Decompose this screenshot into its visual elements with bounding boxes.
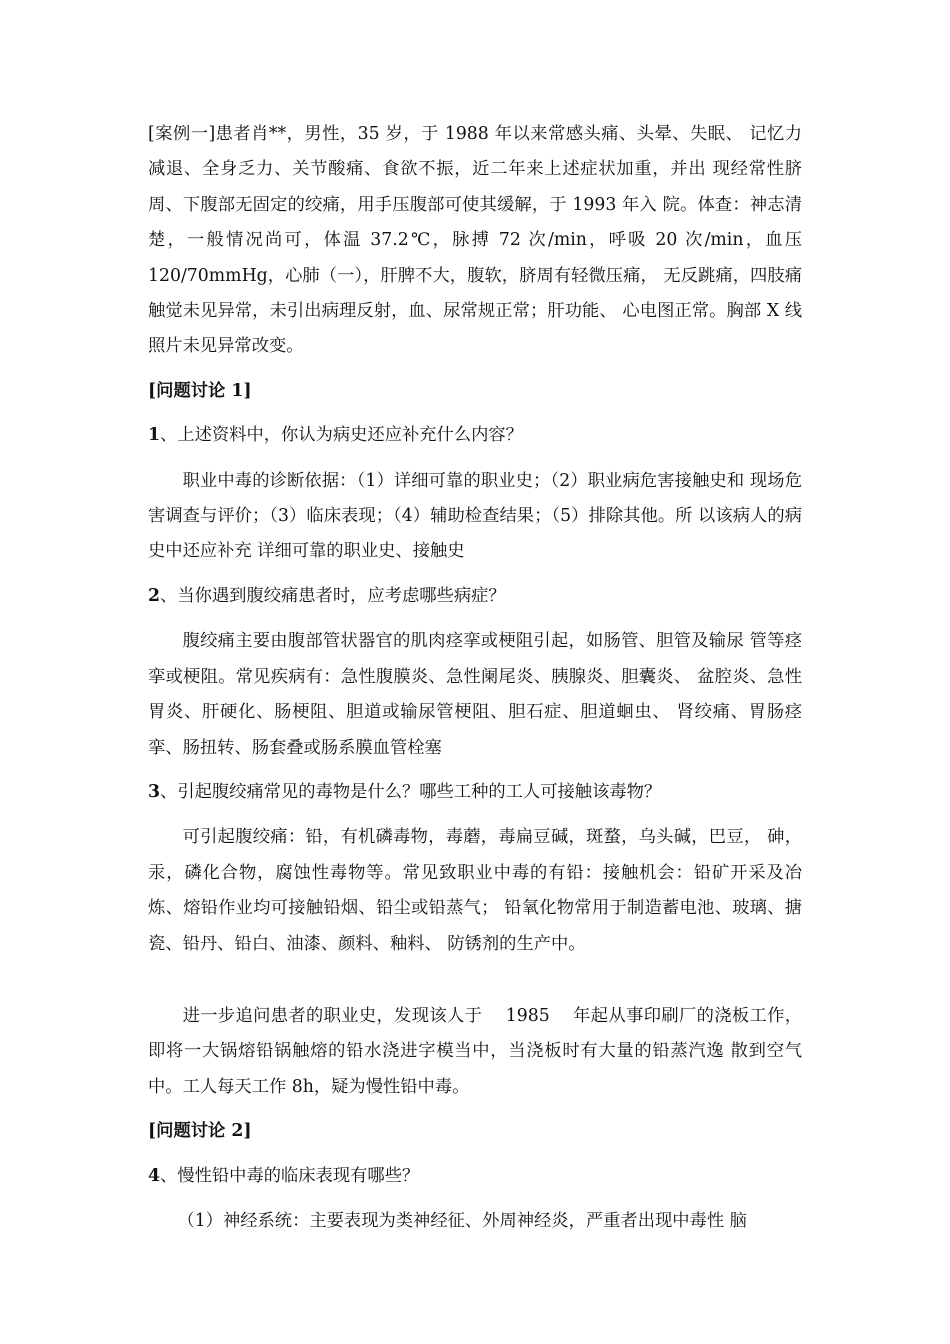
question-1 <box>148 418 802 453</box>
question-4-text: 、慢性铅中毒的临床表现有哪些？ <box>160 1165 420 1186</box>
answer-2: 腹绞痛主要由腹部管状器官的肌肉痉挛或梗阻引起，如肠管、胆管及输尿 管等痉挛或梗阻。常见疾病有：急性腹膜炎、急性阑尾炎、胰腺炎、胆囊炎、 盆腔炎、急性胃炎、肝硬化、肠梗阻、胆道或输尿管梗阻、胆石症、胆道蛔虫、 肾绞痛、胃肠痉挛、肠扭转、肠套叠或肠系膜血管栓塞 <box>148 631 802 758</box>
question-3-text: 、引起腹绞痛常见的毒物是什么？哪些工种的工人可接触该毒物？ <box>160 781 662 802</box>
question-2-number: 2 <box>148 585 161 606</box>
question-2 <box>148 579 802 614</box>
question-1-text: 、上述资料中，你认为病史还应补充什么内容？ <box>160 425 523 446</box>
answer-4: （1）神经系统：主要表现为类神经征、外周神经炎，严重者出现中毒性 脑 <box>177 1210 747 1231</box>
paragraph-gap <box>148 962 802 999</box>
answer-3: 可引起腹绞痛：铅，有机磷毒物，毒蘑，毒扁豆碱，斑蝥，乌头碱，巴豆， 砷，汞，磷化合物，腐蚀性毒物等。常见致职业中毒的有铅：接触机会：铅矿开采及冶炼、熔铅作业均可接触铅烟、铅尘或铅蒸气； 铅氧化物常用于制造蓄电池、玻璃、搪瓷、铅丹、铅白、油漆、颜料、釉料、 防锈剂的生产中。 <box>148 827 802 954</box>
discussion-heading-1-text: [问题讨论 1] <box>148 380 252 401</box>
discussion-heading-2 <box>148 1114 802 1149</box>
followup-paragraph: 进一步追问患者的职业史，发现该人于 1985 年起从事印刷厂的浇板工作，即将一大锅熔铅锅触熔的铅水浇进字模当中，当浇板时有大量的铅蒸汽逸 散到空气中。工人每天工作 8h，疑为慢性铅中毒。 <box>148 1005 802 1097</box>
discussion-heading-1 <box>148 374 802 409</box>
question-4-number: 4 <box>148 1165 161 1186</box>
question-3-number: 3 <box>148 781 161 802</box>
question-4 <box>148 1159 802 1194</box>
question-2-text: 、当你遇到腹绞痛患者时，应考虑哪些病症？ <box>160 585 506 606</box>
case-intro: [案例一]患者肖**，男性，35 岁，于 1988 年以来常感头痛、头晕、失眠、 记忆力减退、全身乏力、关节酸痛、食欲不振，近二年来上述症状加重，并出 现经常性脐周、下腹部无固定的绞痛，用手压腹部可使其缓解，于 1993 年入 院。体查：神志清楚，一般情况尚可，体温 37.2℃，脉搏 72 次/min，呼吸 20 次/min，血压 120/70mmHg，心肺（一），肝脾不大，腹软，脐周有轻微压痛， 无反跳痛，四肢痛触觉未见异常，未引出病理反射，血、尿常规正常；肝功能、 心电图正常。胸部 X 线照片未见异常改变。 <box>148 124 802 357</box>
answer-1: 职业中毒的诊断依据：（1）详细可靠的职业史；（2）职业病危害接触史和 现场危害调查与评价；（3）临床表现；（4）辅助检查结果；（5）排除其他。所 以该病人的病史中还应补充 详细可靠的职业史、接触史 <box>148 470 802 562</box>
discussion-heading-2-text: [问题讨论 2] <box>148 1121 252 1142</box>
question-3 <box>148 775 802 810</box>
question-1-number: 1 <box>148 425 161 446</box>
